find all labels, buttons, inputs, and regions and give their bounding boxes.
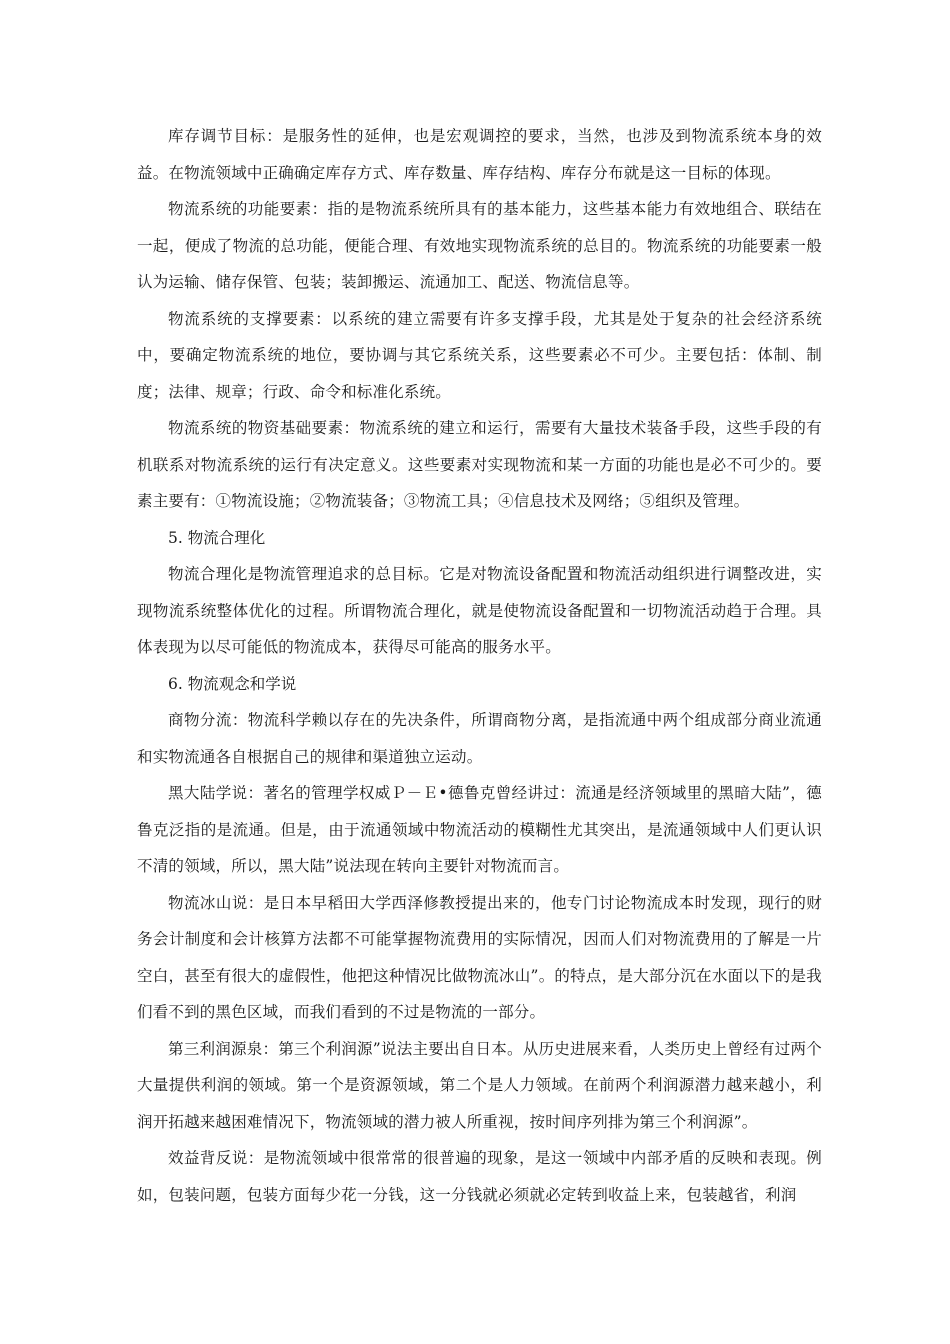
paragraph-iceberg-theory: 物流冰山说：是日本早稻田大学西泽修教授提出来的，他专门讨论物流成本时发现，现行的财务会计制度和会计核算方法都不可能掌握物流费用的实际情况，因而人们对物流费用的了解是一片空白，甚至有很大的虚假性，他把这种情况比做物流冰山”。的特点，是大部分沉在水面以下的是我们看不到的黑色区域，而我们看到的不过是物流的一部分。	[137, 893, 822, 1021]
paragraph-inventory-goal: 库存调节目标：是服务性的延伸，也是宏观调控的要求，当然，也涉及到物流系统本身的效益。在物流领域中正确确定库存方式、库存数量、库存结构、库存分布就是这一目标的体现。	[137, 127, 822, 182]
section-heading-rationalization: 5. 物流合理化	[168, 528, 266, 547]
paragraph-third-profit-source: 第三利润源泉：第三个利润源”说法主要出自日本。从历史进展来看，人类历史上曾经有过两个大量提供利润的领域。第一个是资源领域，第二个是人力领域。在前两个利润源潜力越来越小，利润开拓越来越困难情况下，物流领域的潜力被人所重视，按时间序列排为第三个利润源”。	[137, 1039, 822, 1131]
paragraph-material-elements: 物流系统的物资基础要素：物流系统的建立和运行，需要有大量技术装备手段，这些手段的有机联系对物流系统的运行有决定意义。这些要素对实现物流和某一方面的功能也是必不可少的。要素主要有：①物流设施；②物流装备；③物流工具；④信息技术及网络；⑤组织及管理。	[137, 419, 822, 510]
paragraph-commerce-separation: 商物分流：物流科学赖以存在的先决条件，所谓商物分离，是指流通中两个组成部分商业流通和实物流通各自根据自己的规律和渠道独立运动。	[137, 711, 822, 766]
paragraph-function-elements: 物流系统的功能要素：指的是物流系统所具有的基本能力，这些基本能力有效地组合、联结在一起，便成了物流的总功能，便能合理、有效地实现物流系统的总目的。物流系统的功能要素一般认为运输、储存保管、包装；装卸搬运、流通加工、配送、物流信息等。	[137, 200, 822, 291]
section-heading-theories: 6. 物流观念和学说	[168, 674, 297, 693]
paragraph-trade-off-theory: 效益背反说：是物流领域中很常常的很普遍的现象，是这一领域中内部矛盾的反映和表现。例如，包装问题，包装方面每少花一分钱，这一分钱就必须就必定转到收益上来，包装越省，利润	[137, 1149, 822, 1204]
paragraph-support-elements: 物流系统的支撑要素：以系统的建立需要有许多支撑手段，尤其是处于复杂的社会经济系统中，要确定物流系统的地位，要协调与其它系统关系，这些要素必不可少。主要包括：体制、制度；法律、规章；行政、命令和标准化系统。	[137, 309, 822, 401]
paragraph-rationalization: 物流合理化是物流管理追求的总目标。它是对物流设备配置和物流活动组织进行调整改进，实现物流系统整体优化的过程。所谓物流合理化，就是使物流设备配置和一切物流活动趋于合理。具体表现为以尽可能低的物流成本，获得尽可能高的服务水平。	[137, 565, 822, 656]
paragraph-dark-continent: 黑大陆学说：著名的管理学权威Ｐ－Ｅ•德鲁克曾经讲过：流通是经济领域里的黑暗大陆”，德鲁克泛指的是流通。但是，由于流通领域中物流活动的模糊性尤其突出，是流通领域中人们更认识不清的领域，所以，黑大陆”说法现在转向主要针对物流而言。	[137, 784, 822, 875]
